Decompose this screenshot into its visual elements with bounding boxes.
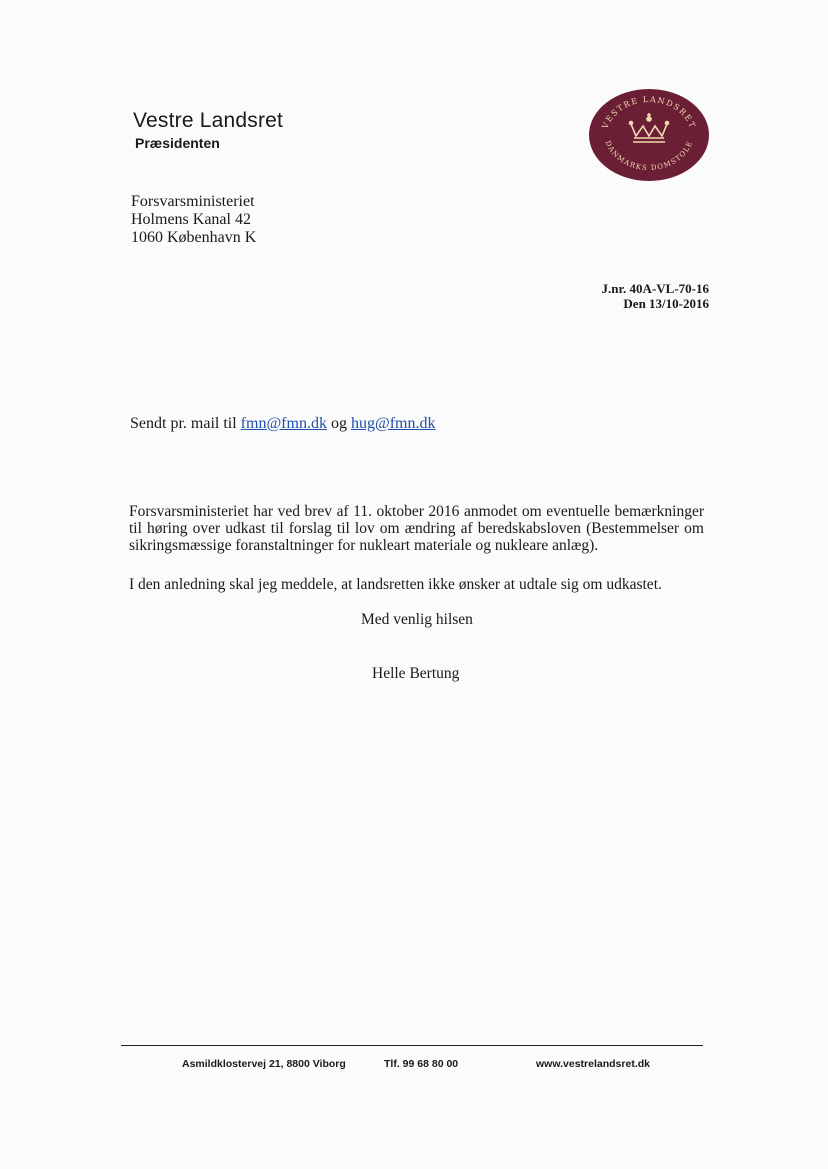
recipient-address — [131, 193, 256, 247]
footer-phone: Tlf. 99 68 80 00 — [384, 1058, 459, 1070]
journal-number: J.nr. 40A-VL-70-16 — [601, 281, 709, 296]
seal-top-text: VESTRE LANDSRET — [600, 94, 698, 131]
recipient-street: Holmens Kanal 42 — [131, 211, 251, 228]
closing-greeting: Med venlig hilsen — [361, 611, 473, 628]
body-paragraph-1: Forsvarsministeriet har ved brev af 11. oktober 2016 anmodet om eventuelle bemærkninger til høring over udkast til forslag til lov om ændring af beredskabsloven (Bestemmelser om sikringsmæssige foranstaltninger for nukleart materiale og nukleare anlæg). — [129, 503, 704, 554]
signature-name: Helle Bertung — [372, 665, 460, 682]
seal-bottom-text: DANMARKS DOMSTOLE — [603, 139, 695, 173]
footer-website: www.vestrelandsret.dk — [536, 1058, 650, 1070]
sent-by-mail-line — [130, 415, 435, 433]
body-paragraph-2: I den anledning skal jeg meddele, at landsretten ikke ønsker at udtale sig om udkastet. — [129, 576, 662, 593]
sent-conjunction: og — [326, 415, 351, 432]
sent-prefix: Sendt pr. mail til — [130, 415, 241, 432]
court-name: Vestre Landsret — [133, 109, 284, 132]
footer-divider — [121, 1045, 703, 1046]
footer-address: Asmildklostervej 21, 8800 Viborg — [182, 1058, 346, 1070]
letter-date: Den 13/10-2016 — [623, 296, 709, 311]
email-link-fmn[interactable]: fmn@fmn.dk — [240, 415, 327, 432]
reference-block — [602, 281, 710, 311]
court-seal-logo — [588, 88, 710, 182]
recipient-city: 1060 København K — [131, 229, 257, 246]
court-subtitle: Præsidenten — [135, 135, 220, 151]
recipient-name: Forsvarsministeriet — [131, 193, 255, 210]
email-link-hug[interactable]: hug@fmn.dk — [350, 415, 436, 432]
